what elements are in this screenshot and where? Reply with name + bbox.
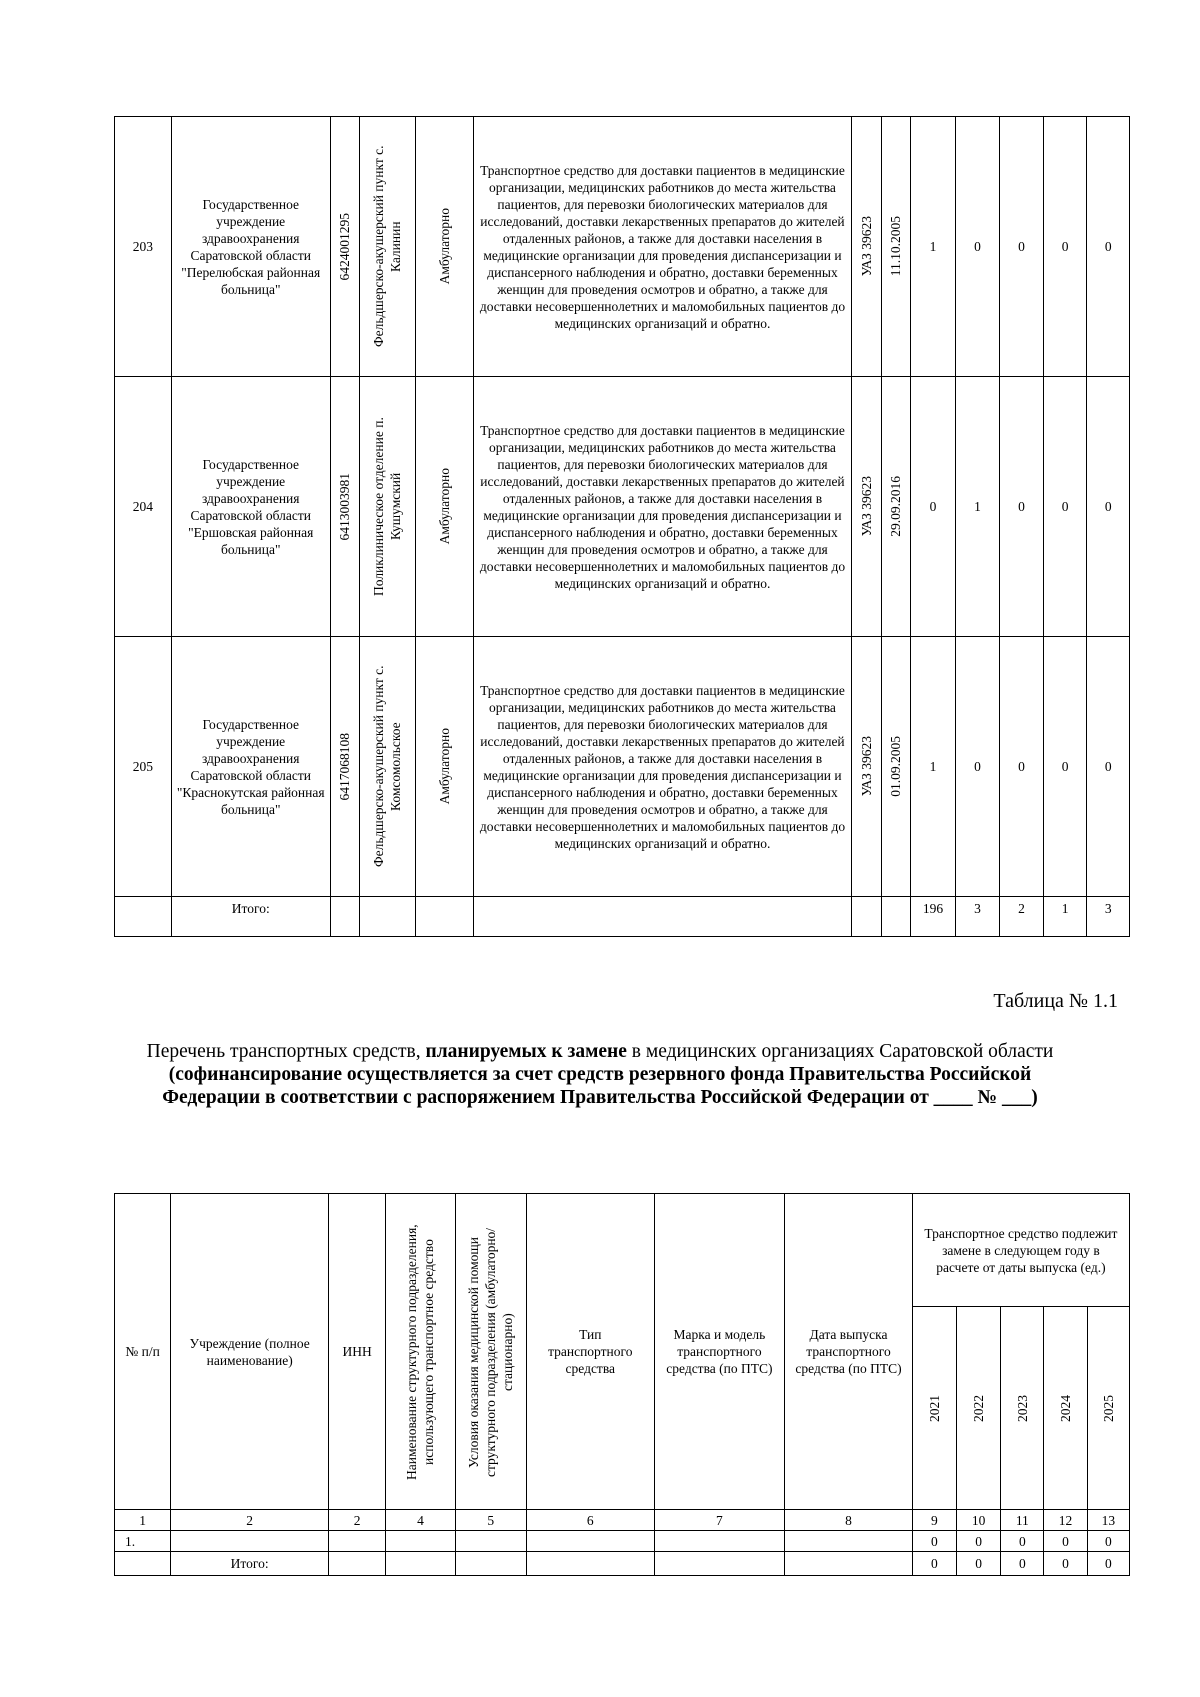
year-2025-value: 0	[1087, 377, 1130, 637]
total-row	[115, 897, 1130, 937]
year-2021-value: 1	[911, 637, 956, 897]
column-numbers-row	[115, 1510, 1130, 1531]
col-number: 7	[654, 1510, 785, 1531]
row-number: 1.	[115, 1531, 171, 1552]
year-2024-value: 0	[1044, 1531, 1087, 1552]
col-number: 10	[957, 1510, 1001, 1531]
year-2023-value: 0	[1001, 1531, 1044, 1552]
vehicle-type: Транспортное средство для доставки пациентов в медицинские организации, медицинских работников до места жительства пациентов, для перевозки биологических материалов для исследований, доставки лекарственных препаратов до жителей отдаленных районов, а также для доставки населения в медицинские организации для проведения диспансеризации и диспансерного наблюдения и обратно, доставки беременных женщин для проведения осмотров и обратно, а также для доставки несовершеннолетних и маломобильных пациентов до медицинских организаций и обратно.	[473, 117, 852, 377]
header-number: № п/п	[115, 1194, 171, 1510]
inn: 6413003981	[337, 472, 353, 541]
title-bold-part: планируемых к замене	[425, 1041, 627, 1062]
vehicle-model: УАЗ 39623	[859, 476, 875, 537]
total-2024: 0	[1044, 1552, 1087, 1576]
col-number: 2	[329, 1510, 386, 1531]
vehicle-type: Транспортное средство для доставки пациентов в медицинские организации, медицинских работников до места жительства пациентов, для перевозки биологических материалов для исследований, доставки лекарственных препаратов до жителей отдаленных районов, а также для доставки населения в медицинские организации для проведения диспансеризации и диспансерного наблюдения и обратно, доставки беременных женщин для проведения осмотров и обратно, а также для доставки несовершеннолетних и маломобильных пациентов до медицинских организаций и обратно.	[473, 377, 852, 637]
col-number: 11	[1001, 1510, 1044, 1531]
year-2025-value: 0	[1087, 117, 1130, 377]
institution-name: Государственное учреждение здравоохранения Саратовской области "Краснокутская районная больница"	[171, 637, 330, 897]
table-row	[115, 377, 1130, 637]
total-row	[115, 1552, 1130, 1576]
title-part3: в медицинских организациях Саратовской области	[626, 1041, 1054, 1062]
row-number: 203	[115, 117, 172, 377]
header-year-2023: 2023	[1014, 1394, 1030, 1422]
structural-unit: Фельдшерско-акушерский пункт с. Комсомольское	[371, 665, 404, 868]
year-2022-value: 0	[955, 637, 1000, 897]
year-2021-value: 0	[911, 377, 956, 637]
col-number: 4	[386, 1510, 455, 1531]
year-2022-value: 0	[957, 1531, 1001, 1552]
year-2023-value: 0	[1000, 117, 1044, 377]
care-conditions: Амбулаторно	[436, 468, 452, 545]
total-2021: 0	[912, 1552, 956, 1576]
year-2025-value: 0	[1087, 1531, 1129, 1552]
care-conditions: Амбулаторно	[436, 728, 452, 805]
year-2024-value: 0	[1043, 377, 1087, 637]
total-2021: 196	[911, 897, 956, 937]
structural-unit: Фельдшерско-акушерский пункт с. Калинин	[371, 145, 404, 348]
table-number: Таблица № 1.1	[993, 990, 1118, 1012]
header-care-conditions: Условия оказания медицинской помощи структурного подразделения (амбулаторно/ стационарно)	[466, 1226, 516, 1477]
total-2025: 0	[1087, 1552, 1129, 1576]
total-2023: 2	[1000, 897, 1044, 937]
col-number: 13	[1087, 1510, 1129, 1531]
header-institution: Учреждение (полное наименование)	[171, 1194, 329, 1510]
year-2022-value: 0	[955, 117, 1000, 377]
col-number: 6	[526, 1510, 654, 1531]
year-2022-value: 1	[955, 377, 1000, 637]
header-year-2021: 2021	[926, 1394, 942, 1422]
total-label: Итого:	[171, 1552, 329, 1576]
total-2025: 3	[1087, 897, 1130, 937]
col-number: 9	[912, 1510, 956, 1531]
table-row	[115, 637, 1130, 897]
title-cofinancing-note: (софинансирование осуществляется за счет средств резервного фонда Правительства Российской Федерации в соответствии с распоряжением Правительства Российской Федерации от ____ № ___)	[162, 1064, 1038, 1108]
year-2024-value: 0	[1043, 117, 1087, 377]
year-2021-value: 0	[912, 1531, 956, 1552]
year-2023-value: 0	[1000, 637, 1044, 897]
header-vehicle-type: Тип транспортного средства	[526, 1194, 654, 1510]
header-inn: ИНН	[329, 1194, 386, 1510]
row-number: 205	[115, 637, 172, 897]
year-2024-value: 0	[1043, 637, 1087, 897]
table-row	[115, 1531, 1130, 1552]
vehicle-model: УАЗ 39623	[859, 736, 875, 797]
row-number: 204	[115, 377, 172, 637]
vehicle-model: УАЗ 39623	[859, 216, 875, 277]
inn: 6424001295	[337, 212, 353, 281]
col-number: 8	[785, 1510, 913, 1531]
planned-replacement-table	[114, 1193, 1130, 1576]
release-date: 29.09.2016	[888, 476, 904, 537]
vehicles-table-continued	[114, 116, 1130, 937]
header-structural-unit: Наименование структурного подразделения, использующего транспортное средство	[404, 1223, 437, 1480]
year-2021-value: 1	[911, 117, 956, 377]
header-release-date: Дата выпуска транспортного средства (по ПТС)	[785, 1194, 913, 1510]
total-2022: 3	[955, 897, 1000, 937]
header-year-2025: 2025	[1100, 1394, 1116, 1422]
col-number: 1	[115, 1510, 171, 1531]
release-date: 01.09.2005	[888, 736, 904, 797]
header-replacement-group: Транспортное средство подлежит замене в следующем году в расчете от даты выпуска (ед.)	[912, 1194, 1129, 1307]
year-2025-value: 0	[1087, 637, 1130, 897]
total-2022: 0	[957, 1552, 1001, 1576]
header-vehicle-model: Марка и модель транспортного средства (по ПТС)	[654, 1194, 785, 1510]
header-year-2022: 2022	[971, 1394, 987, 1422]
col-number: 2	[171, 1510, 329, 1531]
inn: 6417068108	[337, 732, 353, 801]
structural-unit: Поликлиническое отделение п. Кушумский	[371, 417, 404, 596]
col-number: 12	[1044, 1510, 1087, 1531]
table-row	[115, 117, 1130, 377]
total-2024: 1	[1043, 897, 1087, 937]
institution-name: Государственное учреждение здравоохранения Саратовской области "Ершовская районная больница"	[171, 377, 330, 637]
total-2023: 0	[1001, 1552, 1044, 1576]
title-part1: Перечень транспортных средств,	[146, 1041, 426, 1062]
total-label: Итого:	[171, 897, 330, 937]
vehicle-type: Транспортное средство для доставки пациентов в медицинские организации, медицинских работников до места жительства пациентов, для перевозки биологических материалов для исследований, доставки лекарственных препаратов до жителей отдаленных районов, а также для доставки населения в медицинские организации для проведения диспансеризации и диспансерного наблюдения и обратно, доставки беременных женщин для проведения осмотров и обратно, а также для доставки несовершеннолетних и маломобильных пациентов до медицинских организаций и обратно.	[473, 637, 852, 897]
care-conditions: Амбулаторно	[436, 208, 452, 285]
release-date: 11.10.2005	[888, 216, 904, 277]
header-year-2024: 2024	[1058, 1394, 1074, 1422]
table-title	[140, 1040, 1060, 1109]
year-2023-value: 0	[1000, 377, 1044, 637]
institution-name: Государственное учреждение здравоохранения Саратовской области "Перелюбская районная больница"	[171, 117, 330, 377]
col-number: 5	[455, 1510, 526, 1531]
